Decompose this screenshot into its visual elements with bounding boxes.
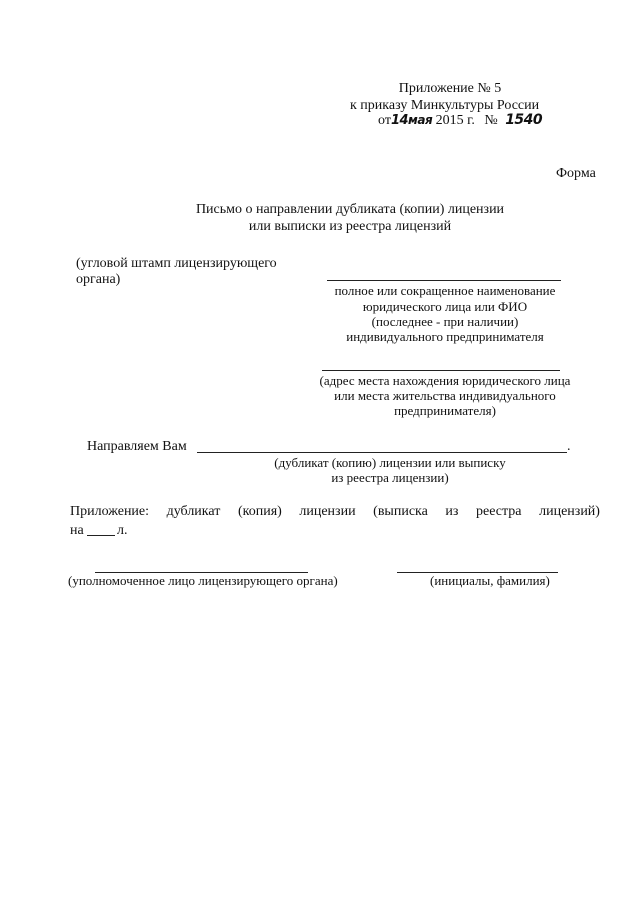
attachment-word: дубликат xyxy=(166,504,221,519)
address-caption-3: предпринимателя) xyxy=(394,403,496,418)
date-year: 2015 г. xyxy=(435,113,475,128)
attachment-word: лицензий) xyxy=(539,504,600,519)
sending-end-dot: . xyxy=(567,439,571,454)
document-type-line xyxy=(197,452,567,453)
stamp-caption-line2: органа) xyxy=(76,272,121,287)
document-title-line2: или выписки из реестра лицензий xyxy=(248,219,452,234)
address-caption-1: (адрес места нахождения юридического лица xyxy=(319,373,571,388)
annex-number: Приложение № 5 xyxy=(398,81,502,96)
sending-caption-2: из реестра лицензии) xyxy=(331,470,449,485)
form-label: Форма xyxy=(556,166,596,181)
attachment-word: Приложение: xyxy=(70,504,150,519)
attachment-word: (выписка xyxy=(373,504,428,519)
pages-count-line xyxy=(87,535,115,536)
date-prefix: от xyxy=(378,113,391,128)
order-reference: к приказу Минкультуры России xyxy=(350,98,540,113)
attachment-word: лицензии xyxy=(299,504,356,519)
document-title-line1: Письмо о направлении дубликата (копии) лицензии xyxy=(195,202,505,217)
authorized-person-caption: (уполномоченное лицо лицензирующего органа) xyxy=(68,573,338,588)
attachment-pages-suffix: л. xyxy=(117,523,128,538)
handwritten-number: 1540 xyxy=(505,112,543,128)
recipient-name-line xyxy=(327,280,561,281)
handwritten-day: 14 xyxy=(390,113,409,128)
attachment-word: реестра xyxy=(476,504,522,519)
recipient-caption-2: юридического лица или ФИО xyxy=(362,299,528,314)
attachment-line xyxy=(70,503,600,520)
attachment-word: из xyxy=(445,504,459,519)
recipient-caption-3: (последнее - при наличии) xyxy=(371,314,519,329)
recipient-caption-1: полное или сокращенное наименование xyxy=(334,283,556,298)
attachment-word: (копия) xyxy=(237,504,282,519)
order-date-line xyxy=(378,112,542,132)
attachment-on: на xyxy=(70,523,84,538)
recipient-caption-4: индивидуального предпринимателя xyxy=(346,329,544,344)
sending-caption-1: (дубликат (копию) лицензии или выписку xyxy=(274,455,506,470)
initials-caption: (инициалы, фамилия) xyxy=(430,573,550,588)
address-caption-2: или места жительства индивидуального xyxy=(334,388,556,403)
number-label: № xyxy=(484,113,498,128)
handwritten-month: мая xyxy=(408,113,433,127)
sending-prefix: Направляем Вам xyxy=(87,439,187,454)
stamp-caption-line1: (угловой штамп лицензирующего xyxy=(76,256,277,271)
address-line xyxy=(322,370,560,371)
